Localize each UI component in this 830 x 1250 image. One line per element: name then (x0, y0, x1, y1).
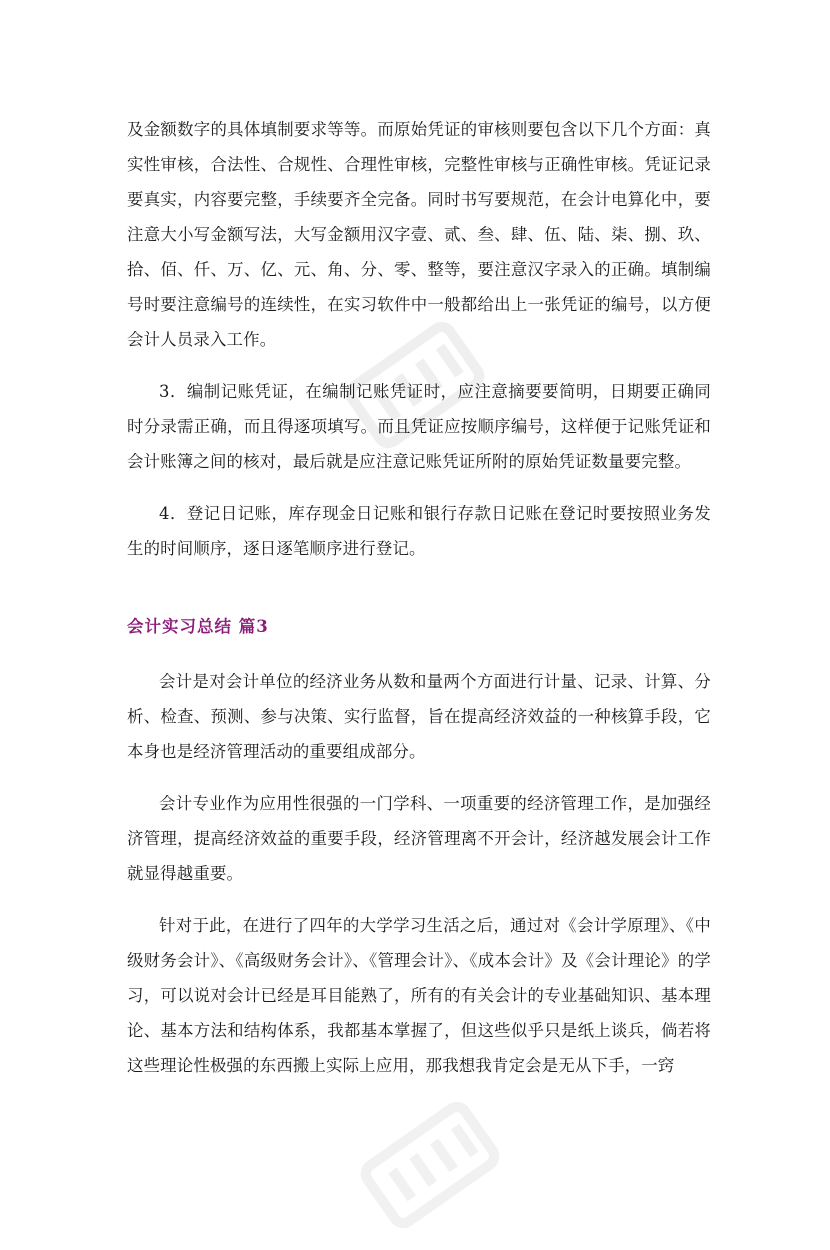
paragraph-intro: 会计是对会计单位的经济业务从数和量两个方面进行计量、记录、计算、分析、检查、预测、参与决策、实行监督，旨在提高经济效益的一种核算手段，它本身也是经济管理活动的重要组成部分。 (127, 672, 711, 761)
document-body (127, 112, 711, 1083)
paragraph-step-4: 4．登记日记账，库存现金日记账和银行存款日记账在登记时要按照业务发生的时间顺序，逐日逐笔顺序进行登记。 (127, 504, 711, 558)
watermark-logo-icon (345, 1080, 515, 1250)
paragraph-importance: 会计专业作为应用性很强的一门学科、一项重要的经济管理工作，是加强经济管理，提高经济效益的重要手段，经济管理离不开会计，经济越发展会计工作就显得越重要。 (127, 794, 711, 883)
paragraph-step-3: 3．编制记账凭证，在编制记账凭证时，应注意摘要要简明，日期要正确同时分录需正确，而且得逐项填写。而且凭证应按顺序编号，这样便于记账凭证和会计账簿之间的核对，最后就是应注意记账凭证所附的原始凭证数量要完整。 (127, 382, 711, 471)
section-heading: 会计实习总结 篇3 (127, 617, 269, 636)
paragraph-continuation: 及金额数字的具体填制要求等等。而原始凭证的审核则要包含以下几个方面：真实性审核，合法性、合规性、合理性审核，完整性审核与正确性审核。凭证记录要真实，内容要完整，手续要齐全完备。同时书写要规范，在会计电算化中，要注意大小写金额写法，大写金额用汉字壹、贰、叁、肆、伍、陆、柒、捌、玖、拾、佰、仟、万、亿、元、角、分、零、整等，要注意汉字录入的正确。填制编号时要注意编号的连续性，在实习软件中一般都给出上一张凭证的编号，以方便会计人员录入工作。 (127, 120, 711, 349)
paragraph-study: 针对于此，在进行了四年的大学学习生活之后，通过对《会计学原理》、《中级财务会计》、《高级财务会计》、《管理会计》、《成本会计》及《会计理论》的学习，可以说对会计已经是耳目能熟了，所有的有关会计的专业基础知识、基本理论、基本方法和结构体系，我都基本掌握了，但这些似乎只是纸上谈兵，倘若将这些理论性极强的东西搬上实际上应用，那我想我肯定会是无从下手，一窍 (127, 916, 711, 1075)
